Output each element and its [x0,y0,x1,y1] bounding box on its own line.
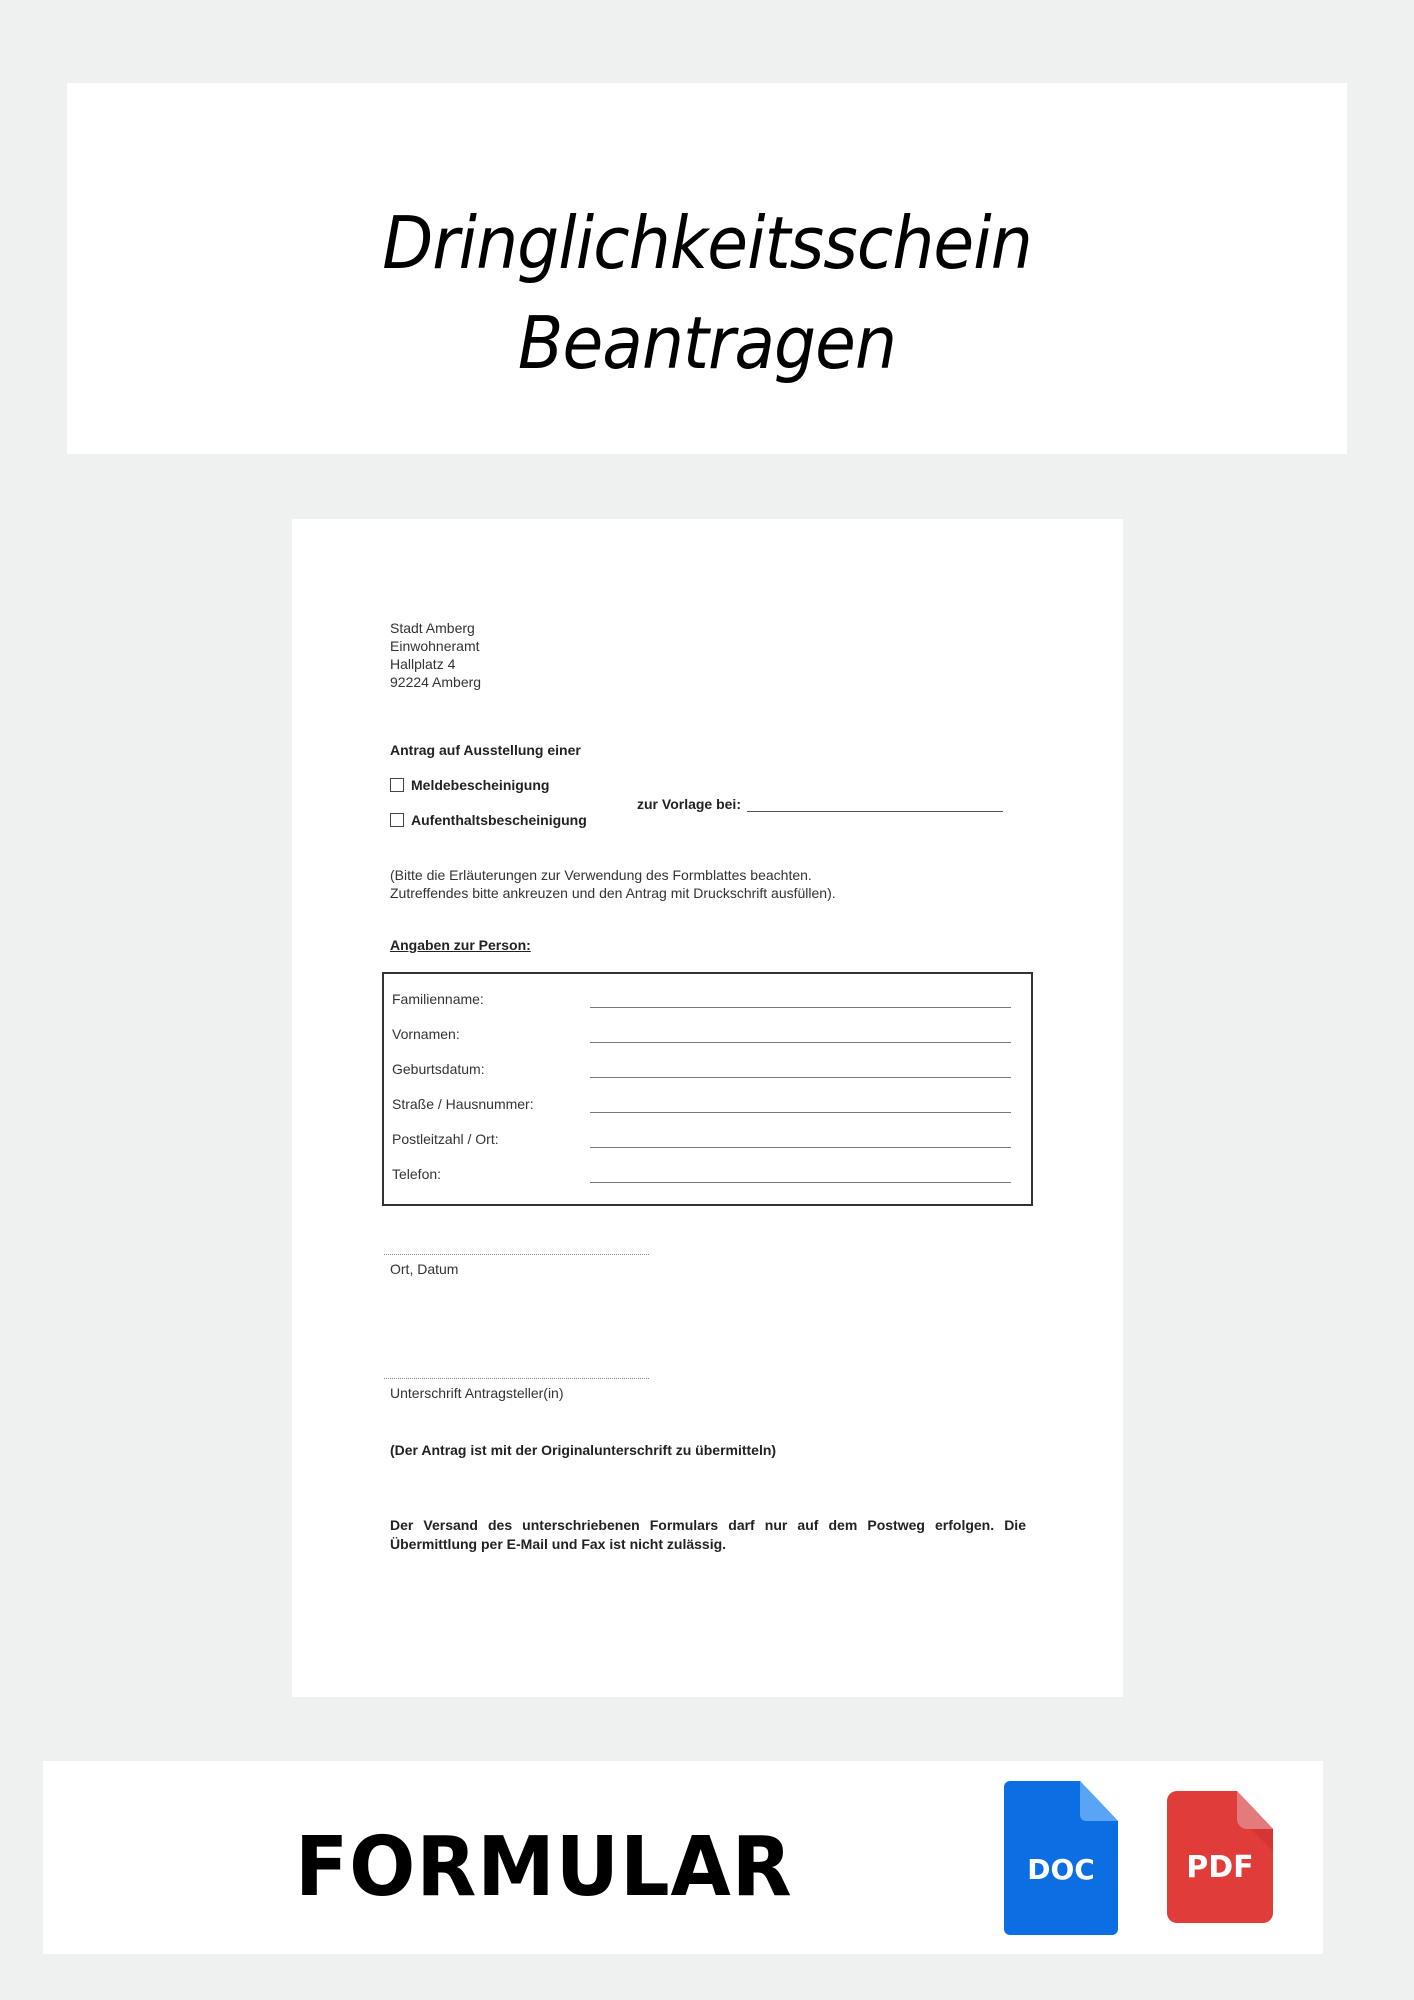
vorlage-label: zur Vorlage bei: [637,796,741,812]
field-geburtsdatum[interactable] [392,1061,1011,1081]
field-label: Vornamen: [392,1026,460,1042]
option-label: Meldebescheinigung [411,777,550,793]
instructions [390,866,836,902]
address-line: Stadt Amberg [390,620,475,636]
header-panel [67,83,1347,454]
place-date-label: Ort, Datum [390,1261,459,1277]
personal-data-box [382,972,1033,1206]
field-label: Straße / Hausnummer: [392,1096,534,1112]
field-familienname[interactable] [392,991,1011,1011]
instructions-line: Zutreffendes bitte ankreuzen und den Antrag mit Druckschrift ausfüllen). [390,885,836,901]
address-line: 92224 Amberg [390,674,482,690]
pdf-file-icon [1167,1791,1273,1923]
checkbox[interactable] [390,778,404,792]
address-line: Hallplatz 4 [390,656,456,672]
page-title [118,193,1296,393]
field-strasse-hausnummer[interactable] [392,1096,1011,1116]
field-postleitzahl-ort[interactable] [392,1131,1011,1151]
field-input-line[interactable] [590,1077,1011,1078]
field-label: Familienname: [392,991,484,1007]
title-line-1: Dringlichkeitsschein [382,201,1032,285]
field-input-line[interactable] [590,1182,1011,1183]
field-input-line[interactable] [590,1042,1011,1043]
svg-text:DOC: DOC [1027,1853,1095,1886]
option-meldebescheinigung[interactable] [390,777,549,793]
vorlage-input-line[interactable] [747,797,1003,812]
field-input-line[interactable] [590,1007,1011,1008]
form-preview[interactable] [292,519,1123,1697]
original-signature-note: (Der Antrag ist mit der Originalunterschrift zu übermitteln) [390,1442,777,1458]
field-input-line[interactable] [590,1147,1011,1148]
checkbox[interactable] [390,813,404,827]
field-vornamen[interactable] [392,1026,1011,1046]
application-title: Antrag auf Ausstellung einer [390,742,581,758]
recipient-address [390,619,481,691]
address-line: Einwohneramt [390,638,480,654]
field-label: Postleitzahl / Ort: [392,1131,499,1147]
field-label: Geburtsdatum: [392,1061,485,1077]
section-heading-person: Angaben zur Person: [390,937,531,953]
instructions-line: (Bitte die Erläuterungen zur Verwendung des Formblattes beachten. [390,867,812,883]
option-label: Aufenthaltsbescheinigung [411,812,587,828]
field-input-line[interactable] [590,1112,1011,1113]
doc-file-icon [1004,1781,1118,1935]
pdf-download-button[interactable] [1167,1791,1273,1923]
title-line-2: Beantragen [517,301,897,385]
field-label: Telefon: [392,1166,442,1182]
signature-line[interactable] [384,1378,649,1379]
vorlage-field[interactable] [637,796,1003,812]
place-date-block[interactable] [382,1254,657,1277]
signature-label: Unterschrift Antragsteller(in) [390,1385,564,1401]
signature-block[interactable] [382,1378,657,1401]
footer-title: FORMULAR [295,1820,793,1915]
field-telefon[interactable] [392,1166,1011,1186]
doc-download-button[interactable] [1004,1781,1118,1935]
option-aufenthaltsbescheinigung[interactable] [390,812,587,828]
footer-panel [43,1761,1323,1954]
postal-dispatch-note: Der Versand des unterschriebenen Formulars darf nur auf dem Postweg erfolgen. Die Übermittlung per E-Mail und Fax ist nicht zulässig. [390,1517,1026,1552]
place-date-line[interactable] [384,1254,649,1255]
svg-text:PDF: PDF [1186,1850,1254,1885]
